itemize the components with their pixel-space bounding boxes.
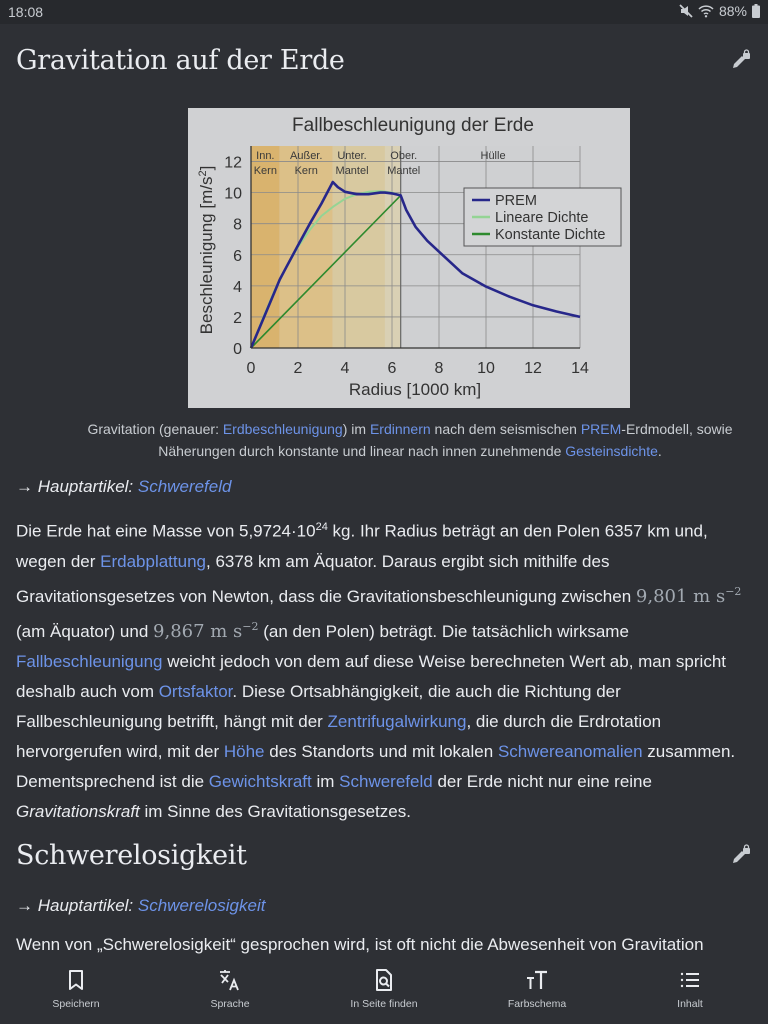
link-gewichtskraft[interactable]: Gewichtskraft (208, 771, 312, 791)
link-erdabplattung[interactable]: Erdabplattung (100, 551, 206, 571)
bottom-toolbar (0, 958, 768, 1024)
x-tick-label: 12 (524, 360, 542, 377)
y-tick-label: 12 (224, 154, 242, 172)
link-ortsfaktor[interactable]: Ortsfaktor (158, 681, 233, 701)
list-icon (678, 968, 702, 992)
hatnote-prefix: → Hauptartikel: (16, 896, 138, 915)
p1-text-6: weicht jedoch von dem auf diese Weise berechneten Wert ab, man spricht deshalb auch vom (16, 651, 727, 701)
math-equator-value: 9,801 m s (635, 585, 726, 607)
find-in-page-icon (372, 968, 396, 992)
p1-text-11: im (311, 771, 340, 791)
region-label-line1: Hülle (480, 150, 506, 162)
edit-lock-icon[interactable] (730, 49, 752, 71)
region-label-line1: Inn. (256, 150, 275, 162)
link-prem[interactable]: PREM (580, 421, 622, 437)
p1-exponent: 24 (315, 521, 328, 533)
region-label-line1: Ober. (390, 150, 418, 162)
x-tick-label: 10 (477, 360, 495, 377)
hatnote-main-article (16, 477, 231, 497)
status-bar (0, 0, 768, 24)
p1-text-7: . Diese Ortsabhängigkeit, die auch die Richtung der Fallbeschleunigung betrifft, hängt mit der (16, 681, 621, 731)
y-tick-label: 4 (233, 278, 242, 296)
p1-text-13: im Sinne des Gravitationsgesetzes. (139, 801, 411, 821)
region-band (401, 146, 580, 348)
p1-text-10: zusammen. Dementsprechend ist die (16, 741, 736, 791)
legend-label: PREM (495, 193, 537, 209)
link-schwerefeld[interactable]: Schwerefeld (339, 771, 433, 791)
wifi-icon (698, 4, 714, 18)
mute-icon (679, 4, 693, 18)
link-erdbeschleunigung[interactable]: Erdbeschleunigung (222, 421, 343, 437)
y-axis-label-end: ] (197, 165, 216, 171)
gravity-chart (188, 108, 630, 408)
caption-text-5: . (657, 443, 662, 459)
p1-text-3: , 6378 km am Äquator. Daraus ergibt sich mithilfe des Gravitationsgesetzes von Newton, dass die Gravitationsbeschleunigung zwischen (16, 551, 636, 606)
link-fallbeschleunigung[interactable]: Fallbeschleunigung (16, 651, 163, 671)
y-tick-label: 8 (233, 216, 242, 234)
p1-text-5: (an den Polen) beträgt. Die tatsächlich wirksame (258, 621, 629, 641)
nav-save-button[interactable] (16, 958, 136, 1024)
nav-find-in-page-button[interactable] (324, 958, 444, 1024)
math-equator (636, 586, 742, 607)
text-size-icon (525, 968, 549, 992)
x-tick-label: 14 (571, 360, 589, 377)
p1-text-9: des Standorts und mit lokalen (264, 741, 498, 761)
region-label-line2: Mantel (387, 165, 421, 177)
p1-text-4: (am Äquator) und (16, 621, 154, 641)
p1-text-1: Die Erde hat eine Masse von 5,9724·10 (16, 521, 316, 541)
hatnote-main-article-2 (16, 896, 265, 916)
math-poles-exp: −2 (242, 619, 259, 633)
caption-text-4: -Erdmodell, sowie Näherungen durch konstante und linear nach innen zunehmende (158, 421, 733, 459)
nav-find-label: In Seite finden (350, 998, 418, 1010)
status-icons (679, 3, 760, 19)
hatnote-prefix: → Hauptartikel: (16, 477, 138, 496)
p1-text-12: der Erde nicht nur eine reine (432, 771, 652, 791)
region-label-line2: Kern (294, 165, 318, 177)
region-label-line2: Kern (253, 165, 277, 177)
section-heading-schwerelosigkeit: Schwerelosigkeit (16, 840, 247, 871)
link-zentrifugalwirkung[interactable]: Zentrifugalwirkung (327, 711, 467, 731)
paragraph-schwerelosigkeit (16, 930, 756, 958)
nav-contents-label: Inhalt (677, 998, 703, 1010)
region-label-line2: Mantel (335, 165, 369, 177)
x-tick-label: 2 (293, 360, 303, 377)
x-tick-label: 6 (387, 360, 397, 377)
y-axis-label-sup: 2 (197, 170, 209, 177)
p2-text: Wenn von „Schwerelosigkeit“ gesprochen wird, ist oft nicht die Abwesenheit von Gravitation (16, 935, 704, 954)
bookmark-icon (64, 968, 88, 992)
x-tick-label: 0 (246, 360, 256, 377)
nav-contents-button[interactable] (630, 958, 750, 1024)
y-axis-label-base: Beschleunigung [m/s (197, 176, 216, 335)
caption-text-1: Gravitation (genauer: (87, 421, 223, 437)
nav-language-label: Sprache (210, 998, 250, 1010)
math-poles (153, 621, 259, 642)
x-tick-label: 4 (340, 360, 350, 377)
link-gesteinsdichte[interactable]: Gesteinsdichte (565, 443, 658, 459)
translate-icon (218, 968, 242, 992)
y-tick-label: 6 (233, 247, 242, 265)
link-erdinnern[interactable]: Erdinnern (369, 421, 431, 437)
edit-lock-icon[interactable] (730, 844, 752, 866)
link-schwerelosigkeit-main[interactable]: Schwerelosigkeit (137, 896, 266, 915)
chart-title: Fallbeschleunigung der Erde (292, 115, 534, 136)
math-equator-exp: −2 (725, 584, 742, 598)
y-axis-label (197, 166, 216, 335)
link-hoehe[interactable]: Höhe (223, 741, 265, 761)
figure-caption (60, 418, 760, 462)
y-tick-label: 0 (233, 341, 242, 358)
legend-label: Lineare Dichte (495, 210, 589, 226)
nav-save-label: Speichern (52, 998, 100, 1010)
caption-text-3: nach dem seismischen (430, 421, 581, 437)
y-tick-label: 10 (224, 185, 242, 203)
x-tick-label: 8 (434, 360, 444, 377)
chart-legend (464, 188, 621, 246)
link-schwerefeld-main[interactable]: Schwerefeld (137, 477, 232, 496)
legend-label: Konstante Dichte (495, 227, 606, 243)
nav-language-button[interactable] (170, 958, 290, 1024)
nav-color-scheme-label: Farbschema (507, 998, 567, 1010)
p1-text-2: kg. Ihr Radius beträgt an den Polen 6357 km und, wegen der (16, 521, 708, 571)
caption-text-2: ) im (342, 421, 370, 437)
region-label-line1: Außer. (290, 150, 323, 162)
nav-color-scheme-button[interactable] (477, 958, 597, 1024)
status-time: 18:08 (8, 4, 44, 20)
y-tick-label: 2 (233, 309, 242, 327)
battery-percent: 88% (718, 3, 747, 19)
battery-icon (752, 4, 760, 18)
link-schwereanomalien[interactable]: Schwereanomalien (497, 741, 643, 761)
section-heading-gravitation: Gravitation auf der Erde (16, 45, 345, 76)
paragraph-gravitation (16, 512, 756, 827)
x-axis-label: Radius [1000 km] (348, 380, 482, 399)
gravity-chart-figure[interactable] (188, 108, 630, 408)
p1-emphasis: Gravitationskraft (16, 801, 140, 821)
math-poles-value: 9,867 m s (153, 620, 243, 642)
region-label-line1: Unter. (337, 150, 367, 162)
p1-text-8: , die durch die Erdrotation hervorgerufen wird, mit der (16, 711, 662, 761)
